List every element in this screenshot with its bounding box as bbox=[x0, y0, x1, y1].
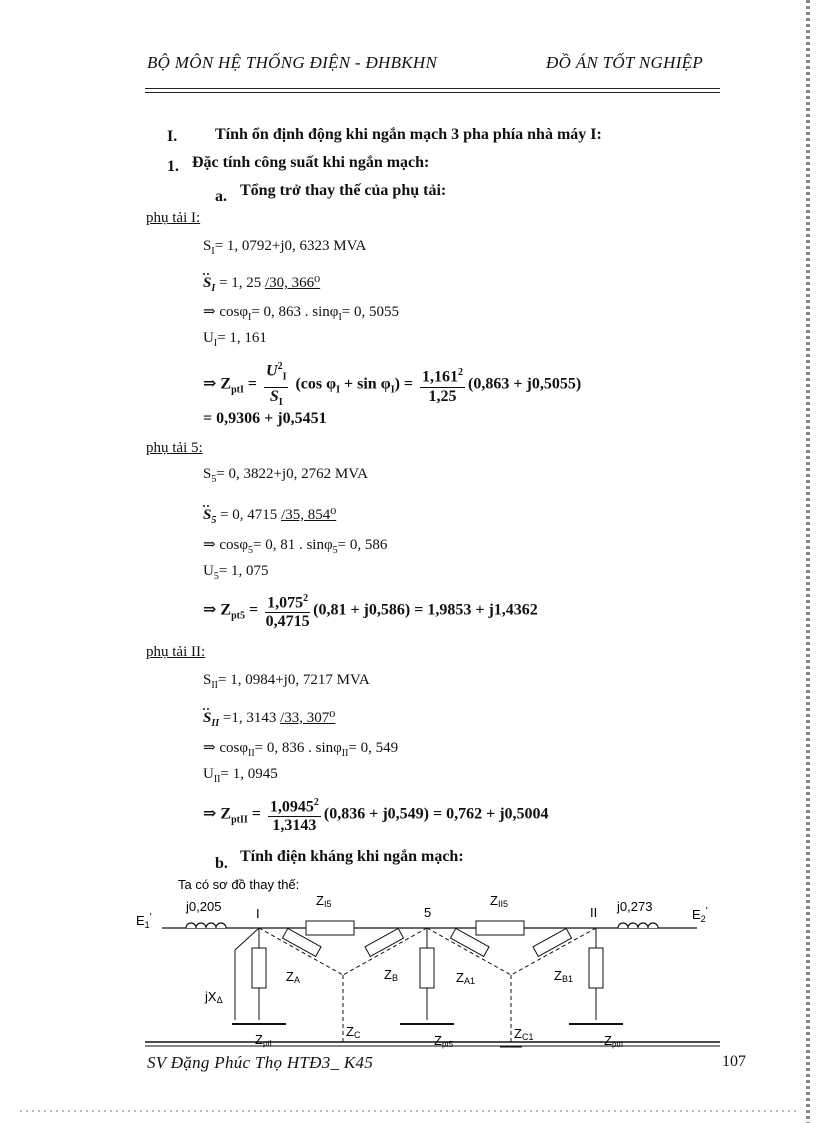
right-reactance-coil bbox=[618, 923, 658, 928]
left-reactance-label: j0,205 bbox=[186, 899, 222, 914]
load-I-result: = 0,9306 + j0,5451 bbox=[203, 410, 327, 427]
node-I-label: I bbox=[256, 906, 260, 921]
load-5-Sdot: $S_5 = 0$, 4715 /35, 854⁰ bbox=[203, 507, 337, 526]
section-1-number: 1. bbox=[167, 158, 179, 175]
load-5-label: phụ tải 5: bbox=[146, 440, 203, 456]
load-II-Z-formula: ⇒ $Z_{ptII}$ = $\frac{1,0945^2}{1,3143}$ (0,836 + j0,549) = 0,762 + j0,5004 bbox=[203, 794, 549, 835]
section-a-title: Tổng trở thay thế của phụ tải: bbox=[240, 182, 447, 199]
ZA1-label: ZA1 bbox=[456, 970, 475, 986]
load-II-Sdot: $S_{II} =1$, 3143 /33, 307⁰ bbox=[203, 710, 336, 729]
header-rule-bottom bbox=[145, 92, 720, 93]
ZII5-resistor bbox=[476, 921, 524, 935]
ZII5-label: ZII5 bbox=[490, 893, 508, 909]
load-I-Z-formula: ⇒ $Z_{ptI}$ = $\frac{U^2_I}{S_I}$ (cos $\varphi_I + \sin \varphi_I$) = $\frac{1,161^2}{1,25}$ (0,863 + j0,5055) bbox=[203, 358, 581, 412]
footer-author: SV Đặng Phúc Thọ HTĐ3_ K45 bbox=[147, 1053, 374, 1072]
Zpt5-label: Zpt5 bbox=[434, 1033, 454, 1049]
load-5-cos: ⇒ cosφ$_5$= 0, 81 . sinφ$_5$= 0, 586 bbox=[203, 537, 388, 556]
ZB1-label: ZB1 bbox=[554, 968, 573, 984]
page-number: 107 bbox=[722, 1053, 746, 1070]
ZptI-label: ZptI bbox=[255, 1032, 272, 1048]
ZptII-label: ZptII bbox=[604, 1033, 624, 1049]
load-II-U: $U_{II}= 1$, 0945 bbox=[203, 766, 278, 785]
ZI5-label: ZI5 bbox=[316, 893, 332, 909]
E1-label: $E_1'$ bbox=[136, 912, 152, 930]
load-I-Sdot: $S_I = 1$, 25 /30, 366⁰ bbox=[203, 275, 321, 294]
bottom-dotted-border bbox=[20, 1110, 800, 1112]
node-II-label: II bbox=[590, 905, 598, 920]
load-II-cos: ⇒ cosφ$_{II}$= 0, 836 . sinφ$_{II}$= 0, 549 bbox=[203, 740, 399, 759]
load-I-U: $U_I= 1$, 161 bbox=[203, 330, 267, 349]
load-5-Z-formula: ⇒ $Z_{pt5}$ = $\frac{1,075^2}{0,4715}$ (0,81 + j0,586) = 1,9853 + j1,4362 bbox=[203, 590, 538, 631]
section-b-number: b. bbox=[215, 855, 228, 872]
section-1-title: Đặc tính công suất khi ngắn mạch: bbox=[192, 154, 430, 171]
section-I-title: Tính ổn định động khi ngắn mạch 3 pha phía nhà máy I: bbox=[215, 126, 602, 143]
load-II-S: $S_{II}= 1$, 0984+j0, 7217 MVA bbox=[203, 672, 370, 691]
ZA-label: ZA bbox=[286, 969, 300, 985]
section-a-number: a. bbox=[215, 188, 227, 205]
ZptII-resistor bbox=[589, 948, 603, 988]
load-I-S: $S_I= 1$, 0792+j0, 6323 MVA bbox=[203, 238, 367, 257]
load-5-U: $U_5= 1$, 075 bbox=[203, 563, 269, 582]
equivalent-circuit-diagram bbox=[0, 870, 816, 1055]
load-5-S: $S_5= 0$, 3822+j0, 2762 MVA bbox=[203, 466, 368, 485]
right-dotted-border bbox=[806, 0, 810, 1123]
jX-delta-label: jXΔ bbox=[205, 989, 223, 1005]
header-rule-top bbox=[145, 88, 720, 89]
right-reactance-label: j0,273 bbox=[617, 899, 653, 914]
Zpt5-resistor bbox=[420, 948, 434, 988]
node-5-label: 5 bbox=[424, 905, 432, 920]
left-reactance-coil bbox=[186, 923, 226, 928]
section-I-number: I. bbox=[167, 128, 178, 145]
ZC-label: ZC bbox=[346, 1024, 361, 1040]
ZC1-label: ZC1 bbox=[514, 1026, 534, 1042]
E2-label: $E_2'$ bbox=[692, 906, 708, 924]
star-2 bbox=[427, 928, 596, 1045]
section-b-title: Tính điện kháng khi ngắn mạch: bbox=[240, 848, 464, 865]
load-I-cos: ⇒ cosφ$_I$= 0, 863 . sinφ$_I$= 0, 5055 bbox=[203, 304, 400, 323]
ZB-label: ZB bbox=[384, 967, 398, 983]
ZI5-resistor bbox=[306, 921, 354, 935]
load-II-label: phụ tải II: bbox=[146, 644, 206, 660]
load-I-label: phụ tải I: bbox=[146, 210, 201, 226]
ZptI-resistor bbox=[252, 948, 266, 988]
header-left: BỘ MÔN HỆ THỐNG ĐIỆN - ĐHBKHN bbox=[147, 53, 438, 72]
header-right: ĐỒ ÁN TỐT NGHIỆP bbox=[546, 53, 704, 72]
diagram-intro: Ta có sơ đồ thay thế: bbox=[178, 877, 300, 892]
